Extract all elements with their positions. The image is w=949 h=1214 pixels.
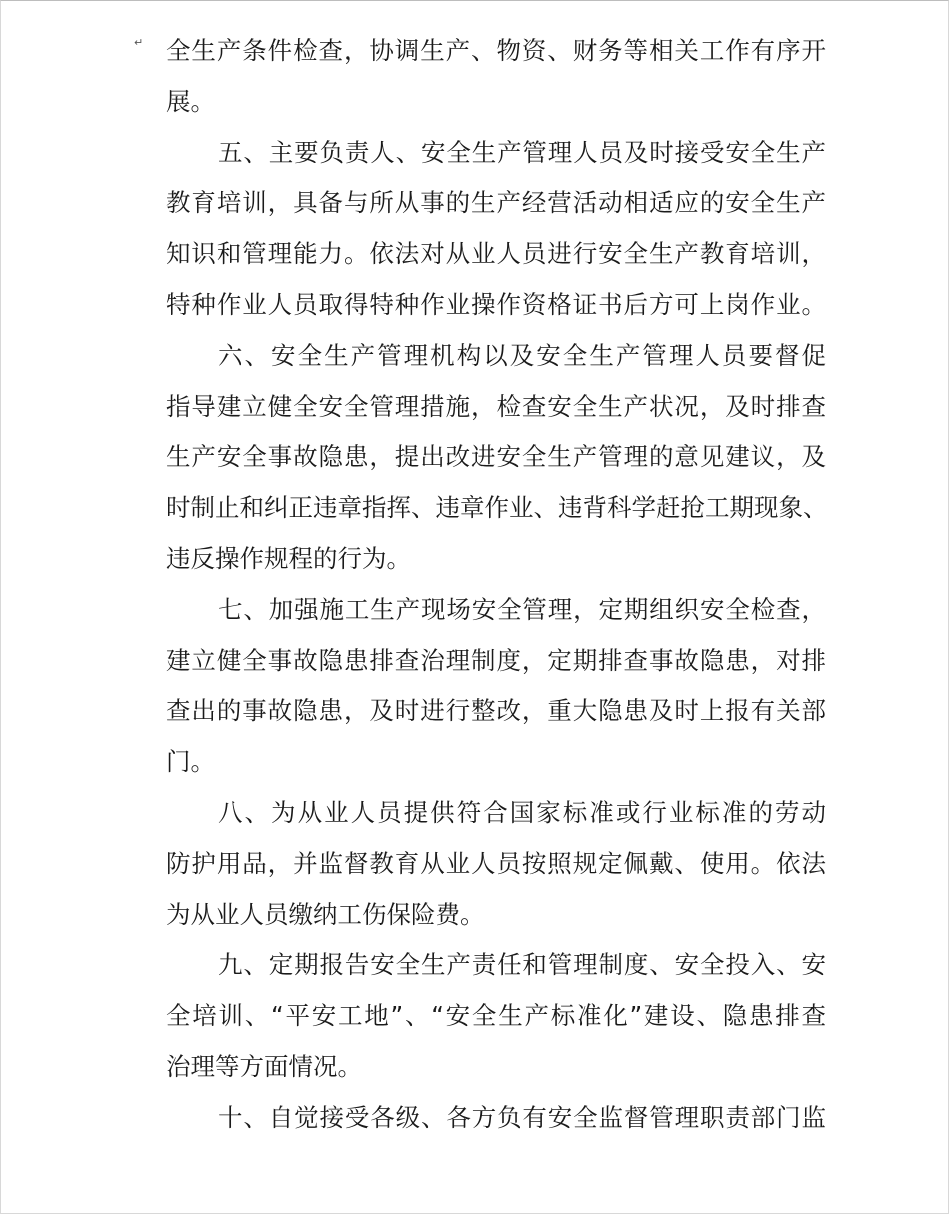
text-line: 全生产条件检查，协调生产、物资、财务等相关工作有序开 <box>166 36 826 65</box>
text-line: 生产安全事故隐患，提出改进安全生产管理的意见建议，及 <box>166 442 826 471</box>
text-line: 指导建立健全安全管理措施，检查安全生产状况，及时排查 <box>166 392 826 421</box>
text-line: 治理等方面情况。 <box>166 1052 362 1081</box>
text-line: 门。 <box>166 747 215 776</box>
text-line: 防护用品，并监督教育从业人员按照规定佩戴、使用。依法 <box>166 849 826 878</box>
paragraph-ten-first-line: 十、自觉接受各级、各方负有安全监督管理职责部门监 <box>218 1103 826 1132</box>
text-line: 违反操作规程的行为。 <box>166 544 411 573</box>
text-line: 查出的事故隐患，及时进行整改，重大隐患及时上报有关部 <box>166 696 826 725</box>
text-line: 时制止和纠正违章指挥、违章作业、违背科学赶抢工期现象、 <box>166 493 828 522</box>
paragraph-seven-first-line: 七、加强施工生产现场安全管理，定期组织安全检查， <box>218 595 826 624</box>
text-line: 展。 <box>166 87 215 116</box>
paragraph-return-mark: ↵ <box>134 36 144 49</box>
text-line: 教育培训，具备与所从事的生产经营活动相适应的安全生产 <box>166 188 826 217</box>
text-line: 为从业人员缴纳工伤保险费。 <box>166 900 485 929</box>
paragraph-five-first-line: 五、主要负责人、安全生产管理人员及时接受安全生产 <box>218 138 826 167</box>
text-line: 特种作业人员取得特种作业操作资格证书后方可上岗作业。 <box>166 290 826 319</box>
paragraph-nine-first-line: 九、定期报告安全生产责任和管理制度、安全投入、安 <box>218 950 826 979</box>
paragraph-six-first-line: 六、安全生产管理机构以及安全生产管理人员要督促 <box>218 341 826 370</box>
text-line: 全培训、“平安工地”、“安全生产标准化”建设、隐患排查 <box>166 1001 826 1030</box>
text-line: 知识和管理能力。依法对从业人员进行安全生产教育培训， <box>166 239 826 268</box>
paragraph-eight-first-line: 八、为从业人员提供符合国家标准或行业标准的劳动 <box>218 798 826 827</box>
text-line: 建立健全事故隐患排查治理制度，定期排查事故隐患，对排 <box>166 646 826 675</box>
